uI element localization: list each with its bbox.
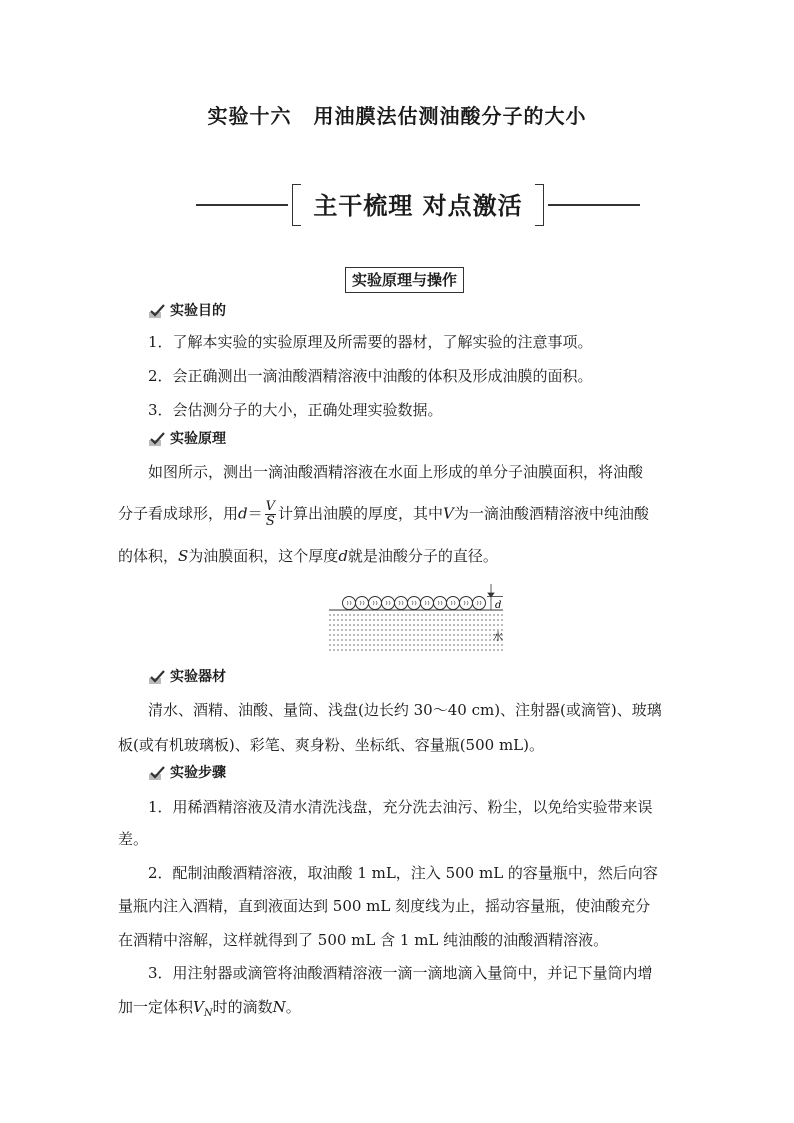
purpose-item-3: 3．会估测分子的大小，正确处理实验数据。: [148, 401, 443, 419]
principle-line-2: 分子看成球形，用d＝ $\frac{V}{S}$ 计算出油膜的厚度，其中V为一滴油酸酒精溶液中纯油酸: [118, 499, 649, 529]
page-title: [0, 100, 794, 129]
step-3-line-1: 3．用注射器或滴管将油酸酒精溶液一滴一滴地滴入量筒中，并记下量筒内增: [148, 964, 653, 982]
purpose-item-2: 2．会正确测出一滴油酸酒精溶液中油酸的体积及形成油膜的面积。: [148, 367, 593, 385]
oil-film-diagram: [325, 584, 515, 654]
banner-text: 主干梳理 对点激活: [313, 191, 523, 220]
principle-line-3: 的体积，S为油膜面积，这个厚度d就是油酸分子的直径。: [118, 547, 498, 565]
purpose-heading: 实验目的: [148, 300, 226, 320]
banner-bracket-right: [535, 184, 544, 226]
banner-rule-right: [548, 204, 640, 206]
steps-heading: 实验步骤: [148, 762, 226, 782]
step-2-line-1: 2．配制油酸酒精溶液，取油酸 1 mL，注入 500 mL 的容量瓶中，然后向容: [148, 864, 658, 882]
title-part2: 用油膜法估测油酸分子的大小: [313, 104, 587, 128]
water-dashes: [329, 615, 503, 650]
banner-rule-left: [196, 204, 288, 206]
title-part1: 实验十六: [207, 104, 292, 128]
step-3-line-2: 加一定体积$V_N$时的滴数N。: [118, 998, 301, 1019]
principle-line-1: 如图所示，测出一滴油酸酒精溶液在水面上形成的单分子油膜面积，将油酸: [148, 463, 644, 481]
check-book-icon: [148, 669, 166, 685]
check-book-icon: [148, 765, 166, 781]
step-1-line-1: 1．用稀酒精溶液及清水清洗浅盘，充分洗去油污、粉尘，以免给实验带来误: [148, 798, 653, 816]
label-water: 水: [493, 632, 503, 643]
molecule-marks: [347, 601, 481, 605]
principle-heading: 实验原理: [148, 428, 226, 448]
check-book-icon: [148, 431, 166, 447]
formula-fraction: $\frac{V}{S}$: [265, 499, 276, 529]
equipment-heading: 实验器材: [148, 666, 226, 686]
equipment-line-2: 板(或有机玻璃板)、彩笔、爽身粉、坐标纸、容量瓶(500 mL)。: [118, 736, 544, 754]
banner-bracket-left: [292, 184, 301, 226]
section-banner: [196, 180, 640, 228]
label-d: d: [495, 600, 502, 611]
step-2-line-3: 在酒精中溶解，这样就得到了 500 mL 含 1 mL 纯油酸的油酸酒精溶液。: [118, 931, 609, 949]
subsection-box: 实验原理与操作: [345, 267, 464, 293]
step-2-line-2: 量瓶内注入酒精，直到液面达到 500 mL 刻度线为止，摇动容量瓶，使油酸充分: [118, 897, 651, 915]
equipment-line-1: 清水、酒精、油酸、量筒、浅盘(边长约 30～40 cm)、注射器(或滴管)、玻璃: [148, 701, 662, 719]
step-1-line-2: 差。: [118, 830, 149, 848]
check-book-icon: [148, 303, 166, 319]
purpose-item-1: 1．了解本实验的实验原理及所需要的器材，了解实验的注意事项。: [148, 333, 593, 351]
